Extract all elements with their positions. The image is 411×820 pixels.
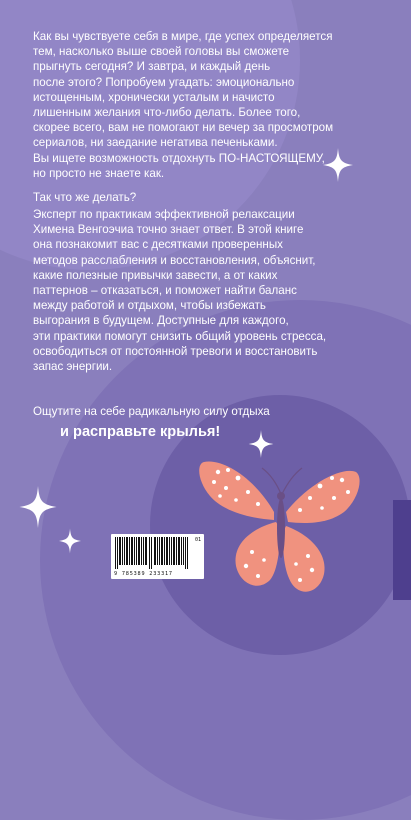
intro-line: Как вы чувствуете себя в мире, где успех определяется [33,30,333,43]
body-line: освободиться от постоянной тревоги и восстановить [33,344,318,358]
spine-stripe [393,500,411,600]
intro-line: сериалов, ни заедание негатива печеньками. [33,136,278,150]
body-line: Эксперт по практикам эффективной релаксации [33,208,295,221]
sparkle-star-icon [323,148,353,182]
body-paragraph [33,207,363,374]
intro-line: но просто не знаете как. [33,166,165,180]
intro-line: тем, насколько выше своей головы вы сможете [33,45,290,59]
barcode-side-code: 01 [194,537,201,543]
intro-line: Вы ищете возможность отдохнуть ПО-НАСТОЯЩЕМУ, [33,151,325,165]
body-line: между работой и отдыхом, чтобы избежать [33,299,266,313]
body-line: эти практики помогут снизить общий уровень стресса, [33,329,327,343]
intro-line: истощенным, хронически усталым и начисто [33,90,275,104]
body-line: паттернов – отказаться, и поможет найти баланс [33,284,297,298]
barcode-bars [115,537,191,569]
body-line: запас энергии. [33,360,113,374]
sparkle-star-icon [59,528,81,554]
sparkle-star-icon [19,486,57,528]
intro-line: скорее всего, вам не помогают ни вечер за просмотром [33,121,334,135]
butterfly-icon [196,452,366,600]
barcode-number: 9 785389 233317 [114,571,173,577]
body-line: Химена Венгоэчиа точно знает ответ. В этой книге [33,223,304,237]
closing-line: Ощутите на себе радикальную силу отдыха [33,405,270,418]
intro-line: после этого? Попробуем угадать: эмоционально [33,75,295,89]
body-line: выгорания в будущем. Доступные для каждого, [33,314,289,328]
intro-line: лишенным желания что-либо делать. Более того, [33,106,301,120]
question-line: Так что же делать? [33,191,137,204]
intro-paragraph [33,29,363,181]
body-line: методов расслабления и восстановления, объяснит, [33,253,316,267]
barcode [111,534,204,579]
body-line: какие полезные привычки завести, а от каких [33,268,278,282]
body-line: она познакомит вас с десятками проверенных [33,238,283,252]
intro-line: прыгнуть сегодня? И завтра, и каждый день [33,60,271,74]
closing-callout: и расправьте крылья! [60,424,221,440]
